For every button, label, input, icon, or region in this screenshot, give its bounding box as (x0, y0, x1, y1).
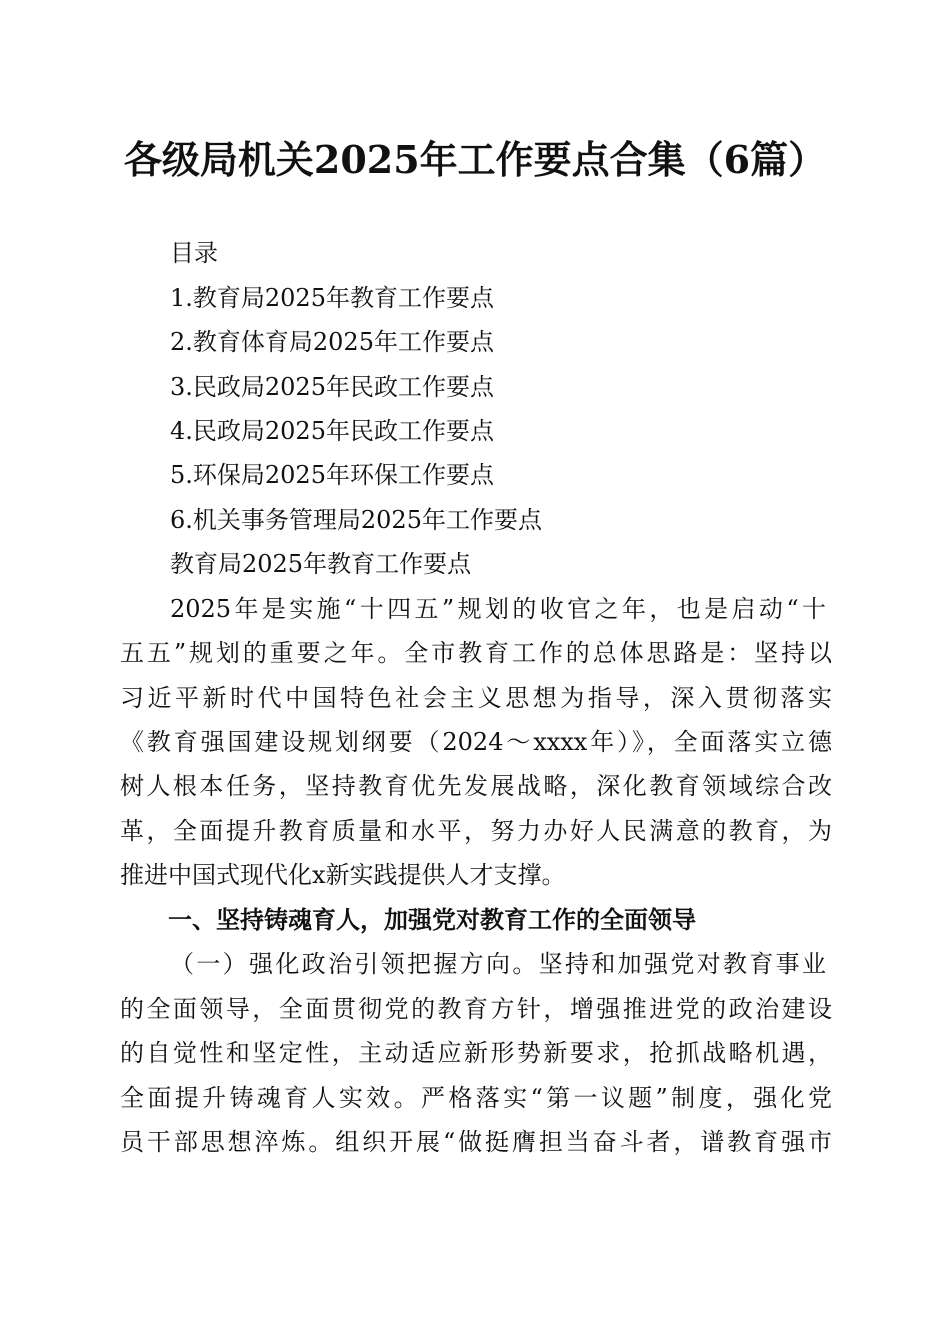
toc-item: 1.教育局2025年教育工作要点 (170, 284, 494, 312)
paragraph-line: 的全面领导，全面贯彻党的教育方针，增强推进党的政治建设 (120, 995, 832, 1023)
paragraph-line: 员干部思想淬炼。组织开展“做挺膺担当奋斗者，谱教育强市 (120, 1128, 832, 1156)
document-title: 各级局机关2025年工作要点合集（6篇） (123, 137, 827, 182)
toc-item: 2.教育体育局2025年工作要点 (170, 328, 494, 356)
toc-label: 目录 (170, 239, 218, 267)
intro-line: 五五”规划的重要之年。全市教育工作的总体思路是：坚持以 (120, 639, 832, 667)
section-title: 教育局2025年教育工作要点 (170, 550, 472, 578)
intro-line: 革，全面提升教育质量和水平，努力办好人民满意的教育，为 (120, 817, 832, 845)
intro-line: 习近平新时代中国特色社会主义思想为指导，深入贯彻落实 (120, 684, 832, 712)
intro-line: 2025年是实施“十四五”规划的收官之年，也是启动“十 (170, 595, 826, 623)
toc-item: 5.环保局2025年环保工作要点 (170, 461, 494, 489)
paragraph-line: 全面提升铸魂育人实效。严格落实“第一议题”制度，强化党 (120, 1084, 832, 1112)
paragraph-line: （一）强化政治引领把握方向。坚持和加强党对教育事业 (170, 950, 826, 978)
intro-line: 推进中国式现代化x新实践提供人才支撑。 (120, 861, 566, 889)
intro-line: 《教育强国建设规划纲要（2024～xxxx年）》，全面落实立德 (120, 728, 832, 756)
toc-item: 3.民政局2025年民政工作要点 (170, 373, 494, 401)
toc-item: 4.民政局2025年民政工作要点 (170, 417, 494, 445)
section-heading: 一、坚持铸魂育人，加强党对教育工作的全面领导 (168, 906, 696, 934)
paragraph-line: 的自觉性和坚定性，主动适应新形势新要求，抢抓战略机遇， (120, 1039, 832, 1067)
intro-line: 树人根本任务，坚持教育优先发展战略，深化教育领域综合改 (120, 772, 832, 800)
toc-item: 6.机关事务管理局2025年工作要点 (170, 506, 542, 534)
